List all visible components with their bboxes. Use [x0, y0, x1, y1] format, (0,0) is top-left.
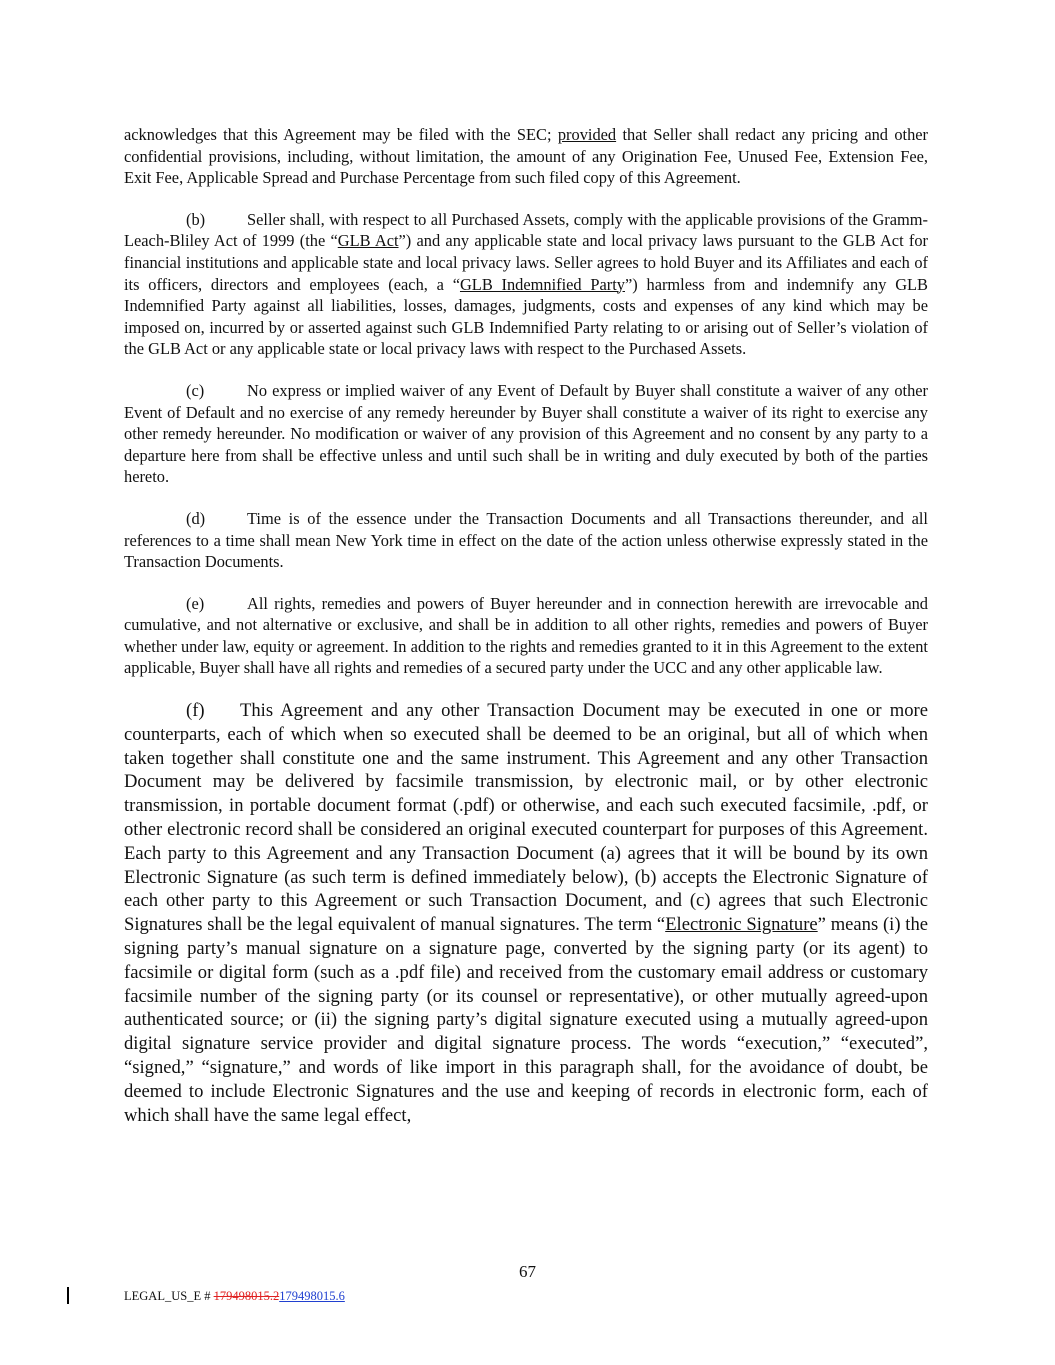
paragraph-label: (d): [186, 508, 206, 528]
paragraph-text: Time is of the essence under the Transaction Documents and all Transactions thereunder, and all references to a time shall mean New York time in effect on the date of the action unless otherwise expressly stated in the Transaction Documents.: [124, 508, 928, 572]
paragraph-label: (b): [186, 209, 206, 229]
paragraph-text: ”) harmless from and indemnify any GLB Indemnified Party against all liabilities, losses, damages, judgments, costs and expenses of any kind which may be imposed on, incurred by or asserted against such GLB Indemnified Party relating to or arising out of Seller’s violation of the GLB Act or any applicable state or local privacy laws with respect to the Purchased Assets.: [124, 274, 928, 359]
change-bar: [67, 1287, 69, 1304]
inserted-document-id: 179498015.6: [279, 1289, 345, 1303]
paragraph-text: No express or implied waiver of any Event of Default by Buyer shall constitute a waiver of any other Event of Default and no exercise of any remedy hereunder by Buyer shall constitute a waiver of its right to exercise any other remedy hereunder. No modification or waiver of any provision of this Agreement and no consent by any party to a departure here from shall be effective unless and until such shall be in writing and duly executed by both of the parties hereto.: [124, 380, 928, 487]
defined-term-provided: provided: [557, 125, 617, 144]
paragraph-label: (e): [186, 593, 205, 613]
paragraph-f: [124, 699, 928, 1127]
paragraph-text: Seller shall, with respect to all Purchased Assets, comply with the applicable provisions of the Gramm-Leach-Bliley Act of 1999 (the “: [124, 209, 928, 251]
paragraph-d: [124, 508, 928, 573]
paragraph-text: ” means (i) the signing party’s manual signature on a signature page, converted by the signing party (or its agent) to facsimile or digital form (such as a .pdf file) and received from the customary email address or customary facsimile number of the signing party (or its counsel or representative), or other mutually agreed-upon authenticated source; or (ii) the signing party’s digital signature executed using a mutually agreed-upon digital signature service provider and digital signature process. The words “execution,” “executed”, “signed,” “signature,” and words of like import in this paragraph shall, for the avoidance of doubt, be deemed to include Electronic Signatures and the use and keeping of records in electronic form, each of which shall have the same legal effect,: [124, 914, 929, 1126]
defined-term-glb-act: GLB Act: [337, 231, 399, 251]
paragraph-label: (c): [186, 380, 205, 400]
document-id-prefix: LEGAL_US_E #: [124, 1289, 214, 1303]
paragraph-e: [124, 593, 928, 679]
paragraph-text: This Agreement and any other Transaction Document may be executed in one or more counterparts, each of which when so executed shall be deemed to be an original, but all of which when taken together shall constitute one and the same instrument. This Agreement and any other Transaction Document may be delivered by facsimile transmission, by electronic mail, or by other electronic transmission, in portable document format (.pdf) or otherwise, and each such executed facsimile, .pdf, or other electronic record shall be considered an original executed counterpart for purposes of this Agreement. Each party to this Agreement and any Transaction Document (a) agrees that it will be bound by its own Electronic Signature (as such term is defined immediately below), (b) accepts the Electronic Signature of each other party to this Agreement or such Transaction Document, and (c) agrees that such Electronic Signatures shall be the legal equivalent of manual signatures. The term “: [124, 700, 928, 936]
paragraph-text: acknowledges that this Agreement may be filed with the SEC;: [124, 125, 558, 144]
page-number: 67: [519, 1262, 536, 1281]
deleted-document-id: 179498015.2: [213, 1289, 280, 1303]
paragraph-label: (f): [186, 700, 205, 722]
paragraph-text: All rights, remedies and powers of Buyer hereunder and in connection herewith are irrevocable and cumulative, and not alternative or exclusive, and shall be in addition to all other rights, remedies and powers of Buyer whether under law, equity or agreement. In addition to the rights and remedies granted to it in this Agreement to the extent applicable, Buyer shall have all rights and remedies of a secured party under the UCC and any other applicable law.: [124, 593, 928, 678]
defined-term-electronic-signature: Electronic Signature: [665, 914, 818, 936]
paragraph-b: [124, 209, 928, 360]
paragraph-continuation: [124, 124, 928, 189]
paragraph-text: ”) and any applicable state and local privacy laws pursuant to the GLB Act for financial institutions and applicable state and local privacy laws. Seller agrees to hold Buyer and its Affiliates and each of its officers, directors and employees (each, a “: [124, 231, 928, 294]
document-body: [124, 124, 928, 1147]
document-id-footer: [124, 1289, 345, 1304]
paragraph-text: that Seller shall redact any pricing and other confidential provisions, including, without limitation, the amount of any Origination Fee, Unused Fee, Extension Fee, Exit Fee, Applicable Spread and Purchase Percentage from such filed copy of this Agreement.: [124, 125, 928, 188]
paragraph-c: [124, 380, 928, 488]
defined-term-glb-indemnified-party: GLB Indemnified Party: [459, 274, 625, 294]
